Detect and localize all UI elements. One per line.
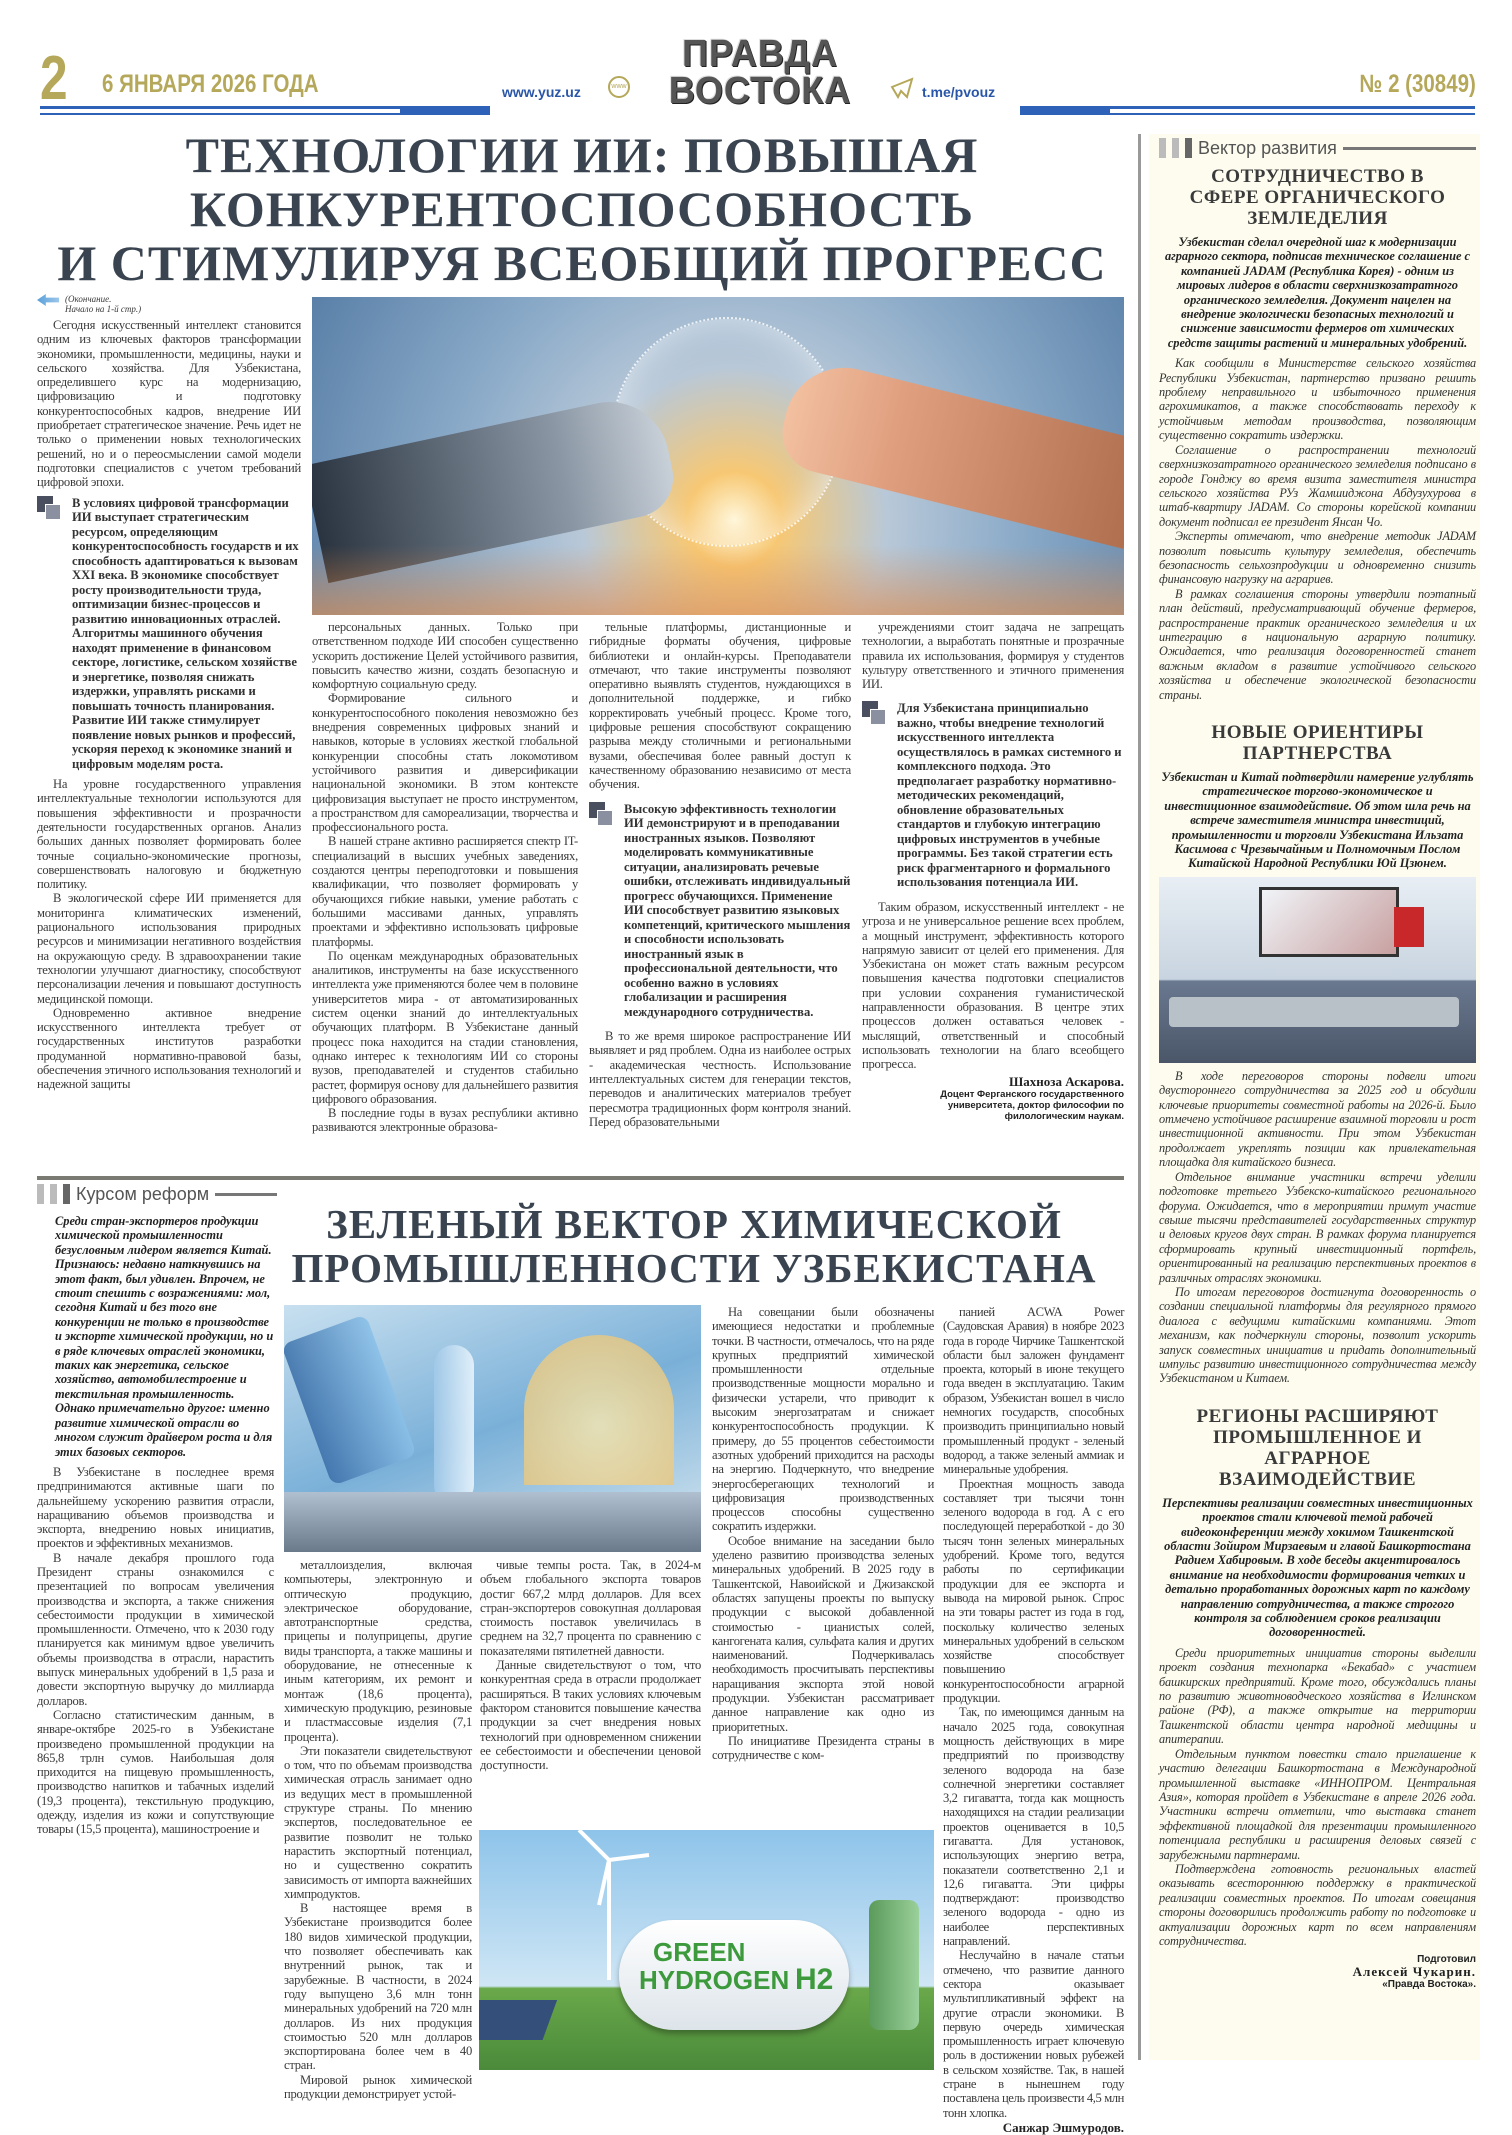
sidebar-story1-body [1159,356,1476,702]
article1-col1b [37,777,301,1092]
paragraph: На совещании были обозначены имеющиеся недостатки и проблемные точки. В частности, отмечалось, что на ряде крупных предприятий химической промышленности отдельные производственные мощности морально и физически устарели, что приводит к высоким энергозатратам и снижает конкурентоспособность продукции. К примеру, до 55 процентов себестоимости азотных удобрений приходится на расходы на энергию. Подчеркнуто, что внедрение энергосберегающих технологий и цифровизация производственных процессов способны существенно сократить издержки. [712,1305,934,1534]
page-number: 2 [40,44,68,113]
article2-column-5 [943,1305,1124,2135]
sidebar-story2-title: НОВЫЕ ОРИЕНТИРЫ ПАРТНЕРСТВА [1211,722,1424,764]
sidebar-rubric: Вектор развития [1159,138,1476,158]
sidebar-story1-title: СОТРУДНИЧЕСТВО В СФЕРЕ ОРГАНИЧЕСКОГО ЗЕМЛЕДЕЛИЯ [1189,166,1446,229]
paragraph: персональных данных. Только при ответственном подходе ИИ способен существенно ускорить достижение Целей устойчивого развития, повысить качество жизни, создать безопасную и комфортную социальную среду. [312,620,578,692]
sidebar-story3-title: РЕГИОНЫ РАСШИРЯЮТ ПРОМЫШЛЕННОЕ И АГРАРНОЕ ВЗАИМОДЕЙСТВИЕ [1196,1405,1439,1490]
section-divider [37,1176,1124,1180]
ai-hands-image [312,297,1124,615]
paragraph: В рамках соглашения стороны утвердили поэтапный план действий, предусматривающий обучение фермеров, распространение практик органического земледелия и их интеграцию в национальную аграрную политику. Ожидается, что реализация договоренностей станет важным вкладом в развитие устойчивого сельского хозяйства и обеспечение экологической безопасности страны. [1159,586,1476,702]
article1-col4a [862,620,1124,691]
article1-column-3 [589,620,851,1129]
paragraph: Эксперты отмечают, что внедрение методик JADAM позволит повысить культуру земледелия, обеспечить безопасность сельхозпродукции и одновременно снизить финансовую нагрузку на аграриев. [1159,529,1476,587]
sidebar-byline: Подготовил Алексей Чукарин. «Правда Востока». [1352,1954,1476,1991]
paragraph: Сегодня искусственный интеллект становится одним из ключевых факторов трансформации экономики, промышленности, медицины, науки и сельского хозяйства. Для Узбекистана, определившего курс на модернизацию, цифровизацию и подготовку конкурентоспособных кадров, внедрение ИИ приобретает стратегическое значение. Речь идет не только о применении новых технологических решений, но и о переосмыслении самой модели подготовки специалистов с учетом требований цифровой эпохи. [37,318,301,490]
paragraph: Мировой рынок химической продукции демонстрирует устой- [284,2072,472,2101]
paragraph: По итогам переговоров достигнута договоренность о создании специальной платформы для регулярного прямого диалога с ведущими китайскими компаниями. Этот механизм, как подчеркнули стороны, позволит ускорить запуск совместных инициатив и придать дополнительный импульс развитию инвестиционного сотрудничества между Узбекистаном и Китаем. [1159,1284,1476,1386]
pull-quote: В условиях цифровой трансформации ИИ выступает стратегическим ресурсом, определяющим конкурентоспособность государств и их способность адаптироваться к вызовам XXI века. В экономике способствует росту производительности труда, оптимизации бизнес-процессов и развитию инновационных отраслей. Алгоритмы машинного обучения находят применение в финансовом секторе, логистике, сельском хозяйстве и энергетике, позволяя снижать издержки, управлять рисками и повышать точность планирования. Развитие ИИ также стимулирует появление новых рынков и профессий, ускоряя переход к экономике знаний и цифровым моделям роста. [37,496,301,772]
paragraph: По оценкам международных образовательных аналитиков, инструменты на базе искусственного интеллекта уже применяются более чем в половине университетов мира - от автоматизированных систем оценки знаний до интеллектуальных обучающих платформ. В Узбекистане данный процесс пока находится на стадии становления, однако интерес к технологиям ИИ со стороны вузов, преподавателей и студентов стабильно растет, формируя основу для дальнейшего развития цифрового образования. [312,948,578,1106]
quote-icon [589,802,615,828]
paragraph: В ходе переговоров стороны подвели итоги двустороннего сотрудничества за 2025 год и обсудили ключевые приоритеты совместной работы на 2026-й. Было отмечено устойчивое расширение взаимной торговли и рост инвестиционной активности. При этом Узбекистан продолжает укреплять позиции как привлекательная площадка для китайского бизнеса. [1159,1068,1476,1170]
globe-icon: www [608,76,630,98]
paragraph: В настоящее время в Узбекистане производится более 180 видов химической продукции, что позволяет обеспечивать как внутренний рынок, так и зарубежные. В частности, в 2024 году выпущено 3,6 млн тонн минеральных удобрений на 720 млн долларов. Из них продукция стоимостью 520 млн долларов экспортирована более чем в 40 стран. [284,1901,472,2073]
article2-byline: Санжар Эшмуродов. [1002,2119,1124,2135]
paragraph: Проектная мощность завода составляет три тысячи тонн зеленого водорода в год. А с его последующей переработкой - до 30 тысяч тонн зеленых минеральных удобрений. Кроме того, ведутся работы по сертификации продукции для ее экспорта и вывода на мировой рынок. Спрос на эти товары растет из года в год, поскольку количество зеленых минеральных удобрений в сельском хозяйстве способствует повышению конкурентоспособности аграрной продукции. [943,1476,1124,1706]
paragraph: Согласно статистическим данным, в январе-октябре 2025-го в Узбекистане произведено промышленной продукции на 865,8 трлн сумов. Наибольшая доля приходится на пищевую промышленность, производство напитков и табачных изделий (19,3 процента), текстильную продукцию, одежду, изделия из кожи и сопутствующие товары (15,5 процента), машиностроение и [37,1707,274,1837]
paragraph: Одновременно активное внедрение искусственного интеллекта требует от государственных институтов разработки продуманной нормативно-правовой базы, обеспечения этичного использования технологий и надежной защиты [37,1005,301,1092]
paragraph: На уровне государственного управления интеллектуальные технологии используются для повышения эффективности и прозрачности деятельности государственных органов. Анализ больших данных позволяет формировать более точные социально-экономические прогнозы, совершенствовать налоговую и бюджетную политику. [37,777,301,892]
paragraph: Эти показатели свидетельствуют о том, что по объемам производства химическая отрасль занимает одно из ведущих мест в промышленной структуре страны. По мнению экспертов, последовательное ее развитие позволит не только нарастить экспортный потенциал, но и существенно сократить зависимость от импорта важнейших химпродуктов. [284,1743,472,1901]
paragraph: Подтверждена готовность региональных властей оказывать всестороннюю поддержку в практической реализации совместных проектов. По итогам совещания стороны договорились продолжить работу по подготовке и актуализации дорожных карт по всем направлениям сотрудничества. [1159,1861,1476,1948]
paragraph: Формирование сильного и конкурентоспособного поколения невозможно без внедрения современных цифровых знаний и навыков, которые в условиях жесткой глобальной конкуренции способны стать локомотивом устойчивого развития и диверсификации национальной экономики. В этом контексте цифровизация выступает не просто инструментом, а пространством для самореализации, творчества и профессионального роста. [312,691,578,835]
paragraph: В начале декабря прошлого года Президент страны ознакомился с презентацией по вопросам увеличения производства и экспорта, а также снижения себестоимости продукции в химической промышленности. Отмечено, что к 2030 году планируется как минимум вдвое увеличить объемы производства в отрасли, нарастить выпуск минеральных удобрений в 1,5 раза и довести экспортную выручку до миллиарда долларов. [37,1550,274,1708]
paragraph: металлоизделия, включая компьютеры, электронную и оптическую продукцию, электрическое оборудование, автотранспортные средства, прицепы и полуприцепы, другие виды транспорта, а также машины и оборудование, не отнесенные к иным категориям, их ремонт и монтаж (18,6 процента), химическую продукцию, резиновые и пластмассовые изделия (7,1 процента). [284,1558,472,1744]
paragraph: По инициативе Президента страны в сотрудничестве с ком- [712,1733,934,1763]
article2-col5 [943,1305,1124,2120]
pull-quote: Для Узбекистана принципиально важно, чтобы внедрение технологий искусственного интеллекта осуществлялось в рамках системного и комплексного подхода. Это предполагает разработку нормативно-методических рекомендаций, обновление образовательных стандартов и глубокую интеграцию цифровых инструментов в учебные программы. Без такой стратегии есть риск фрагментарного и формального использования потенциала ИИ. [862,701,1124,890]
article1-byline: Шахноза Аскарова. Доцент Ферганского государственного университета, доктор философии по филологическим наукам. [940,1073,1124,1122]
header-rule-left [40,106,490,115]
paragraph: Таким образом, искусственный интеллект - не угроза и не универсальное решение всех проблем, а мощный инструмент, эффективность которого напрямую зависит от целей его применения. Для Узбекистана он может стать важным ресурсом повышения качества подготовки специалистов при условии сохранения гуманистической направленности образования. В центре этих процессов должен оставаться человек - мыслящий, ответственный и способный использовать технологии на благо всеобщего прогресса. [862,899,1124,1072]
issue-date: 6 ЯНВАРЯ 2026 ГОДА [102,70,319,98]
human-hand [774,355,1124,549]
article2-headline: ЗЕЛЕНЫЙ ВЕКТОР ХИМИЧЕСКОЙ ПРОМЫШЛЕННОСТИ УЗБЕКИСТАНА [291,1201,1097,1291]
sidebar-story2-lead: Узбекистан и Китай подтвердили намерение углублять стратегическое торгово-экономическое и инвестиционное взаимодействие. Об этом шла речь на встрече заместителя министра инвестиций, промышленности и торговли Узбекистана Ильзата Касимова с Чрезвычайным и Полномочным Послом Китайской Народной Республики Юй Цзюнем. [1161,770,1474,871]
paragraph: Так, по имеющимся данным на начало 2025 года, совокупная мощность действующих в мире предприятий по производству зеленого водорода на базе солнечной энергетики составляет 3,2 гигаватта, тогда как мощность находящихся на стадии реализации проектов оценивается в 10,5 гигаватта. Для установок, использующих энергию ветра, показатели соответственно 2,1 и 12,6 гигаватта. Эти цифры подтверждают: производство зеленого водорода - одно из наиболее перспективных направлений. [943,1705,1124,1949]
article2-lead: Среди стран-экспортеров продукции химической промышленности безусловным лидером является Китай. Признаюсь: недавно наткнувшись на этот факт, был удивлен. Впрочем, не стоит спешить с возражениями: мол, сегодня Китай и без того вне конкуренции не только в производстве и экспорте химической продукции, но и в ряде ключевых отраслей экономики, таких как энергетика, сельское хозяйство, автомобилестроение и текстильная промышленность. Однако примечательно другое: именно развитие химической отрасли во многом служит драйвером роста и для этих базовых секторов. [55,1214,274,1459]
paragraph: Неслучайно в начале статьи отмечено, что развитие данного сектора оказывает мультипликативный эффект на другие отрасли экономики. В первую очередь химическая промышленность играет ключевую роль в достижении новых рубежей в сельском хозяйстве. Так, в нашей стране в нынешнем году поставлена цель произвести 4,5 млн тонн хлопка. [943,1948,1124,2120]
rubric-label: Курсом реформ [37,1184,277,1204]
article1-column-4 [862,620,1124,1122]
article1-col2 [312,620,578,1135]
meeting-photo [1159,877,1476,1063]
sidebar-story2-body [1159,1069,1476,1386]
paragraph: учреждениями стоит задача не запрещать технологии, а выработать понятные и прозрачные правила их использования, формируя у студентов культуру ответственного и этичного применения ИИ. [862,620,1124,692]
sidebar-story1-lead: Узбекистан сделал очередной шаг к модернизации аграрного сектора, подписав техническое соглашение с компанией JADAM (Республика Корея) - одним из мировых лидеров в области сверхнизкозатратного органического земледелия. Документ нацелен на внедрение экологически безопасных технологий и снижение зависимости фермеров от химических средств защиты растений и минеральных удобрений. [1164,235,1471,350]
article1-column-1 [37,294,301,1092]
paragraph: Особое внимание на заседании было уделено развитию производства зеленых минеральных удобрений. В 2025 году в Ташкентской, Навоийской и Джизакской областях запущены проекты по выпуску продукции с высокой добавленной стоимостью - цианистых солей, кангогената калия, сульфата калия и других наименований. Подчеркивалась необходимость просчитывать перспективы наращивания экспорта этой новой продукции. Узбекистан рассматривает данное направление как одно из приоритетных. [712,1533,934,1734]
article1-col3a [589,620,851,792]
paragraph: Отдельным пунктом повестки стало приглашение к участию делегации Башкортостана в Международной промышленной выставке «ИННОПРОМ. Центральная Азия», которая пройдет в Узбекистане в апреле 2026 года. Участники встречи отметили, что выставка станет эффективной площадкой для презентации промышленного потенциала республики и расширения деловых связей с зарубежными партнерами. [1159,1746,1476,1862]
article1-col3b [589,1029,851,1129]
paragraph: тельные платформы, дистанционные и гибридные форматы обучения, цифровые библиотеки и онлайн-курсы. Преподаватели отмечают, что такие инструменты позволяют оперативно выявлять студентов, нуждающихся в дополнительной поддержке, и гибко корректировать учебный процесс. Кроме того, цифровые решения способствуют сокращению разрыва между столичными и региональными вузами, обеспечивая более равный доступ к качественному образованию независимо от места обучения. [589,620,851,792]
paragraph: В последние годы в вузах республики активно развиваются электронные образова- [312,1106,578,1135]
article2-column-1 [37,1214,274,1837]
sidebar [1138,134,1480,2060]
pull-quote: Высокую эффективность технологии ИИ демонстрируют и в преподавании иностранных языков. Позволяют моделировать коммуникативные ситуации, анализировать речевые ошибки, отслеживать индивидуальный прогресс обучающихся. Применение ИИ способствует развитию языковых компетенций, критического мышления и способности использовать иностранный язык в профессиональной деятельности, что особенно важно в условиях глобализации и расширения международного сотрудничества. [589,802,851,1020]
newspaper-logo: ПРАВДА ВОСТОКА [668,33,852,112]
sidebar-story3-lead: Перспективы реализации совместных инвестиционных проектов стали ключевой темой рабочей видеоконференции между хокимом Ташкентской области Зойиром Мирзаевым и главой Башкортостана Радием Хабировым. В ходе беседы акцентировалось внимание на необходимости формирования четких и детально проработанных дорожных карт по каждому направлению сотрудничества, а также строгого контроля за соблюдением сроков реализации договоренностей. [1162,1495,1473,1640]
quote-icon [37,496,63,522]
sidebar-story3-body [1159,1646,1476,1949]
paragraph: В то же время широкое распространение ИИ выявляет и ряд проблем. Одна из наиболее острых - академическая честность. Использование интеллектуальных систем для генерации текстов, переводов и аналитических материалов требует пересмотра традиционных форм контроля знаний. Перед образовательными [589,1029,851,1129]
hydrogen-tank: GREEN HYDROGEN H2 [619,1920,849,2030]
paragraph: панией ACWA Power (Саудовская Аравия) в ноябре 2023 года в городе Чирчике Ташкентской области был заложен фундамент проекта, который в июне текущего года введен в эксплуатацию. Таким образом, Узбекистан вошел в число немногих государств, способных производить принципиально новый промышленный продукт - зеленый водород, а также зеленый аммиак и минеральные удобрения. [943,1305,1124,1477]
paragraph: чивые темпы роста. Так, в 2024-м объем глобального экспорта товаров достиг 667,2 млрд долларов. Для всех стран-экспортеров совокупная долларовая стоимость поставок увеличилась в среднем на 32,7 процента по сравнению с показателями пятилетней давности. [480,1558,701,1658]
telegram-link[interactable]: t.me/pvouz [922,84,996,100]
green-hydrogen-image [479,1830,934,2070]
article2-col3 [480,1558,701,1772]
article1-col4b [862,900,1124,1072]
article2-col2 [284,1558,472,2101]
paragraph: Соглашение о распространении технологий сверхнизкозатратного органического земледелия подписано в городе Гонджу во время визита заместителя министра сельского хозяйства РУз Жамшиджона Абдузухурова в штаб-квартиру JADAM. Со стороны корейской компании документ подписал ее президент Янсан Чо. [1159,442,1476,529]
paragraph: Среди приоритетных инициатив стороны выделили проект создания технопарка «Бекабад» с участием башкирских предприятий. Кроме того, обсуждались планы по развитию животноводческого хозяйства в Иглинском районе (РФ), а также открытие на территории Ташкентской области центра народной медицины и апитерапии. [1159,1645,1476,1747]
chemistry-lab-image [284,1305,701,1552]
telegram-icon [890,76,914,100]
paragraph: В Узбекистане в последнее время предпринимаются активные шаги по дальнейшему ускорению развития отрасли, наращиванию объемов производства и экспорта, внедрению новых инициатив, проектов и эффективных механизмов. [37,1464,274,1551]
article2-col4 [712,1305,934,1763]
article2-col1 [37,1465,274,1837]
paragraph: Как сообщили в Министерстве сельского хозяйства Республики Узбекистан, партнерство призвано решить проблему неправильного и избыточного применения агрохимикатов, а также способствовать переходу к устойчивым методам производства, позволяющим существенно сократить издержки. [1159,356,1476,443]
website-link[interactable]: www.yuz.uz [502,84,581,100]
issue-number: № 2 (30849) [1359,70,1476,98]
paragraph: Данные свидетельствуют о том, что конкурентная среда в отрасли продолжает расширяться. В таких условиях ключевым фактором становится повышение качества продукции за счет внедрения новых технологий при одновременном снижении ее себестоимости и обеспечении ценовой доступности. [480,1658,701,1773]
quote-icon [862,701,888,727]
header-rule-right [1020,106,1475,115]
paragraph: Отдельное внимание участники встречи уделили подготовке третьего Узбекско-китайского регионального форума. Ожидается, что в мероприятии примут участие свыше тысячи представителей государственных структур и деловых кругов двух стран. В рамках форума планируется сформировать крупный инвестиционный портфель, ориентированный на реализацию перспективных проектов в различных отраслях экономики. [1159,1169,1476,1285]
article1-col1a [37,318,301,490]
arrow-left-icon [37,294,59,306]
paragraph: В экологической сфере ИИ применяется для мониторинга климатических изменений, рационального использования природных ресурсов и минимизации негативного воздействия на окружающую среду. В здравоохранении такие технологии улучшают диагностику, способствуют персонализации лечения и повышают доступность медицинской помощи. [37,891,301,1006]
article-headline: ТЕХНОЛОГИИ ИИ: ПОВЫШАЯ КОНКУРЕНТОСПОСОБНОСТЬ И СТИМУЛИРУЯ ВСЕОБЩИЙ ПРОГРЕСС [57,127,1107,291]
paragraph: В нашей стране активно расширяется спектр IT-специализаций в высших учебных заведениях, создаются центры переподготовки и повышения квалификации, что позволяет формировать у обучающихся гибкие навыки, умение работать с большими массивами данных, управлять проектами и эффективно использовать цифровые платформы. [312,834,578,949]
continuation-note: (Окончание. Начало на 1-й стр.) [37,294,301,314]
